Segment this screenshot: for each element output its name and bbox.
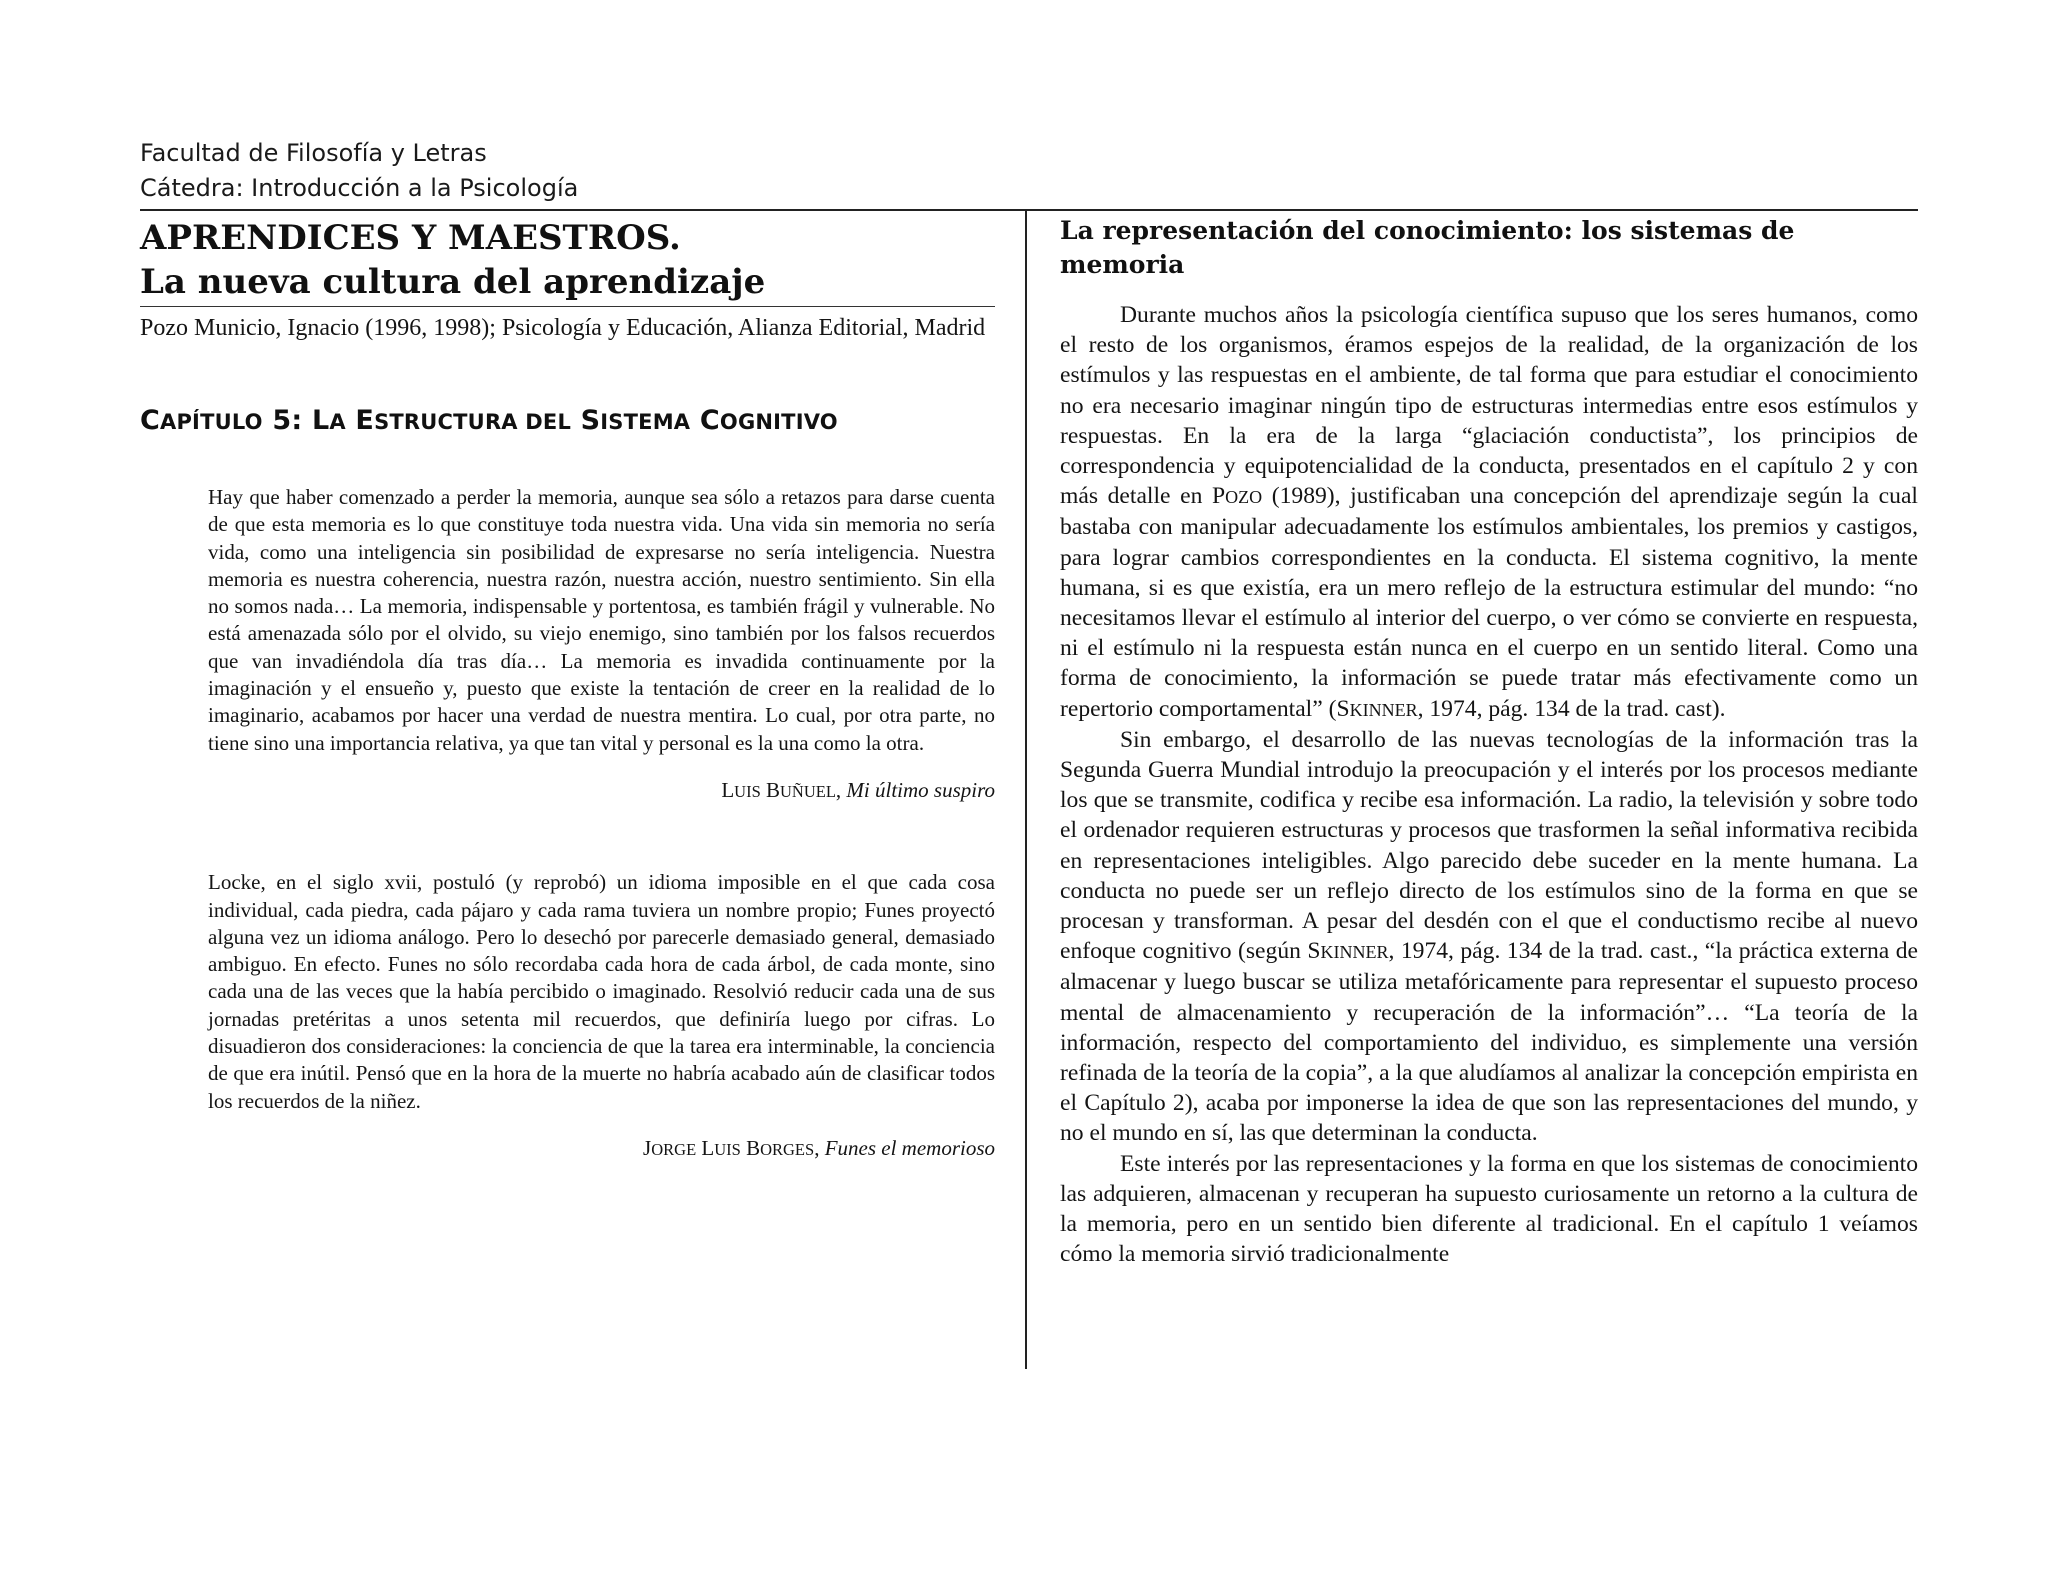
- epigraph-text: Locke, en el siglo xvii, postuló (y reprobó) un idioma imposible en el que cada cosa individual, cada piedra, cada pájaro y cada rama tuviera un nombre propio; Funes proyectó alguna vez un idioma análogo. Pero lo desechó por parecerle demasiado general, demasiado ambiguo. En efecto. Funes no sólo recordaba cada hora de cada árbol, de cada monte, sino cada una de las veces que la había percibido o imaginado. Resolvió reducir cada una de sus jornadas pretéritas a unos setenta mil recuerdos, que definiría luego por cifras. Lo disuadieron dos consideraciones: la conciencia de que la tarea era interminable, la conciencia de que era inútil. Pensó que en la hora de la muerte no habría acabado aún de clasificar todos los recuerdos de la niñez.: [208, 870, 995, 1113]
- left-column: [140, 216, 995, 1163]
- right-column: [1060, 210, 1918, 1270]
- epigraph-attribution: LUIS BUÑUEL, Mi último suspiro: [721, 777, 995, 802]
- book-title-line2: La nueva cultura del aprendizaje: [140, 262, 766, 302]
- epigraph-work: Mi último suspiro: [846, 777, 995, 802]
- section-title: La representación del conocimiento: los sistemas de memoria: [1060, 216, 1795, 279]
- course-name: Cátedra: Introducción a la Psicología: [140, 174, 579, 202]
- epigraph-work: Funes el memorioso: [824, 1135, 995, 1160]
- title-underline: [140, 306, 995, 307]
- chapter-heading: CAPÍTULO 5: LA ESTRUCTURA DEL SISTEMA COGNITIVO: [140, 405, 838, 436]
- epigraph-bunuel: [208, 484, 995, 805]
- body-paragraph-2: Sin embargo, el desarrollo de las nuevas tecnologías de la información tras la Segunda Guerra Mundial introdujo la preocupación y el interés por los procesos mediante los que se transmite, codifica y recibe esa información. La radio, la televisión y sobre todo el ordenador requieren estructuras y procesos que trasformen la señal informativa recibida en representaciones inteligibles. Algo parecido debe suceder en la mente humana. La conducta no puede ser un reflejo directo de los estímulos sino de la forma en que se procesan y transforman. A pesar del desdén con el que el conductismo recibe al nuevo enfoque cognitivo (según SKINNER, 1974, pág. 134 de la trad. cast., “la práctica externa de almacenar y luego buscar se utiliza metafóricamente para representar el supuesto proceso mental de almacenamiento y recuperación de la información”… “La teoría de la información, respecto del comportamiento del individuo, es simplemente una versión refinada de la teoría de la copia”, a la que aludíamos al analizar la concepción empirista en el Capítulo 2), acaba por imponerse la idea de que son las representaciones del mundo, y no el mundo en sí, las que determinan la conducta.: [1060, 726, 1918, 1147]
- epigraph-attribution: JORGE LUIS BORGES, Funes el memorioso: [643, 1135, 995, 1160]
- epigraph-text: Hay que haber comenzado a perder la memoria, aunque sea sólo a retazos para darse cuenta de que esta memoria es lo que constituye toda nuestra vida. Una vida sin memoria no sería vida, como una inteligencia sin posibilidad de expresarse no sería inteligencia. Nuestra memoria es nuestra coherencia, nuestra razón, nuestra acción, nuestro sentimiento. Sin ella no somos nada… La memoria, indispensable y portentosa, es también frágil y vulnerable. No está amenazada sólo por el olvido, su viejo enemigo, sino también por los falsos recuerdos que van invadiéndola día tras día… La memoria es invadida continuamente por la imaginación y el ensueño y, puesto que existe la tentación de creer en la realidad de lo imaginario, acabamos por hacer una verdad de nuestra mentira. Lo cual, por otra parte, no tiene sino una importancia relativa, ya que tan vital y personal es la una como la otra.: [208, 485, 995, 755]
- column-divider: [1025, 209, 1027, 1369]
- book-title-line1: APRENDICES Y MAESTROS.: [140, 218, 681, 258]
- book-citation: Pozo Municio, Ignacio (1996, 1998); Psicología y Educación, Alianza Editorial, Madrid: [140, 315, 986, 341]
- epigraph-borges: [208, 869, 995, 1163]
- body-paragraph-3: Este interés por las representaciones y la forma en que los sistemas de conocimiento las adquieren, almacenan y recuperan ha supuesto curiosamente un retorno a la cultura de la memoria, pero en un sentido bien diferente al tradicional. En el capítulo 1 veíamos cómo la memoria sirvió tradicionalmente: [1060, 1150, 1918, 1268]
- body-paragraph-1: Durante muchos años la psicología científica supuso que los seres humanos, como el resto de los organismos, éramos espejos de la realidad, de la organización de los estímulos y las respuestas en el ambiente, de tal forma que para estudiar el conocimiento no era necesario imaginar ningún tipo de estructuras intermedias entre esos estímulos y respuestas. En la era de la larga “glaciación conductista”, los principios de correspondencia y equipotencialidad de la conducta, presentados en el capítulo 2 y con más detalle en POZO (1989), justificaban una concepción del aprendizaje según la cual bastaba con manipular adecuadamente los estímulos ambientales, los premios y castigos, para lograr cambios correspondientes en la conducta. El sistema cognitivo, la mente humana, si es que existía, era un mero reflejo de la estructura estimular del mundo: “no necesitamos llevar el estímulo al interior del cuerpo, o ver cómo se convierte en respuesta, ni el estímulo ni la respuesta están nunca en el cuerpo en un sentido literal. Como una forma de conocimiento, la información se puede tratar más efectivamente como un repertorio comportamental” (SKINNER, 1974, pág. 134 de la trad. cast).: [1060, 302, 1918, 722]
- faculty-name: Facultad de Filosofía y Letras: [140, 139, 487, 167]
- page-header: [140, 136, 578, 206]
- book-title: [140, 216, 995, 304]
